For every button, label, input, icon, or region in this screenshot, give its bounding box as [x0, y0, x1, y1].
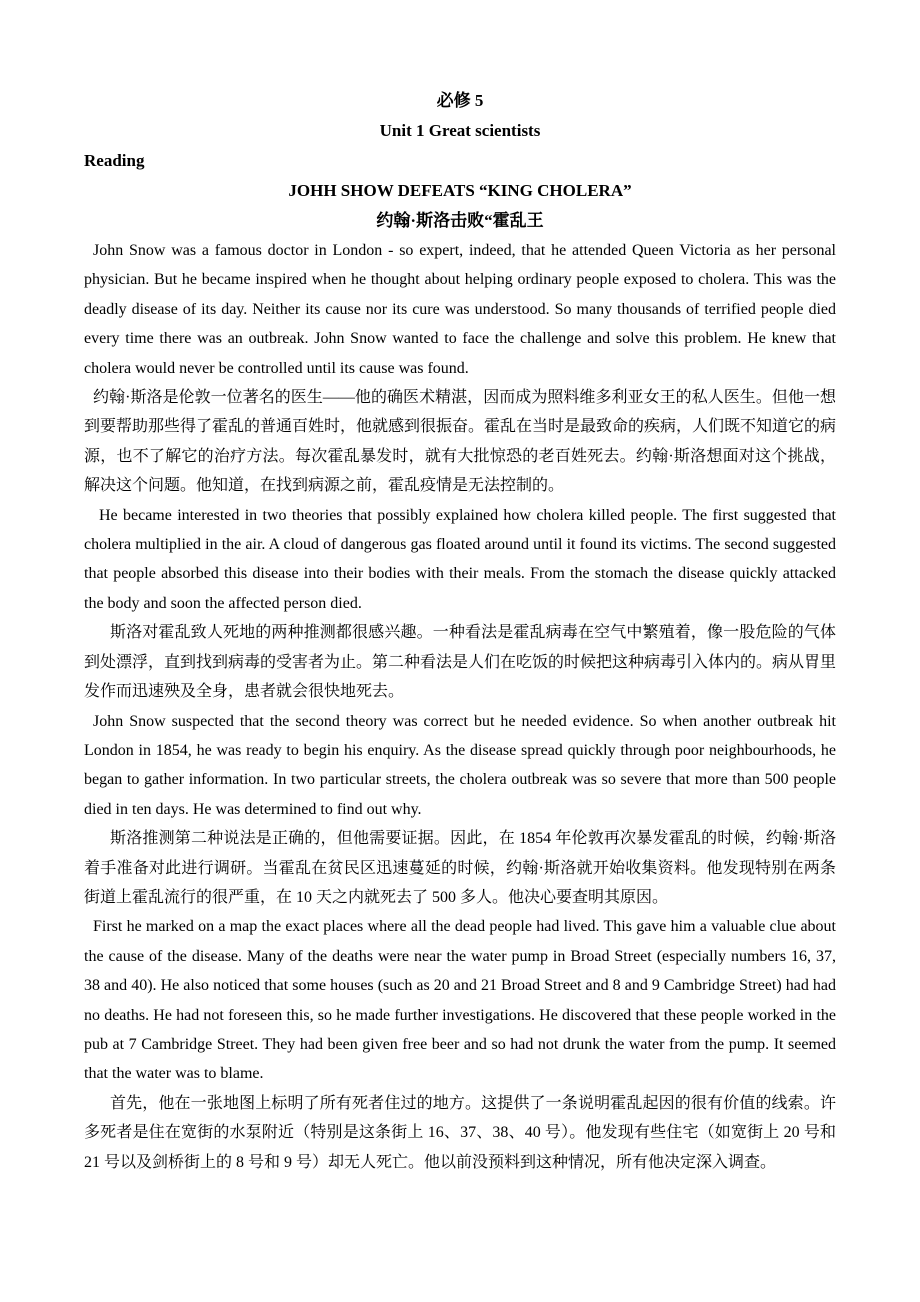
section-label: Reading — [84, 151, 145, 170]
paragraph-en-1: John Snow was a famous doctor in London - so expert, indeed, that he attended Queen Victoria as her personal physician. But he became inspired when he thought about helping ordinary people exposed to cholera. This was the deadly disease of its day. Neither its cause nor its cure was understood. So many thousands of terrified people died every time there was an outbreak. John Snow wanted to face the challenge and solve this problem. He knew that cholera would never be controlled until its cause was found. — [84, 242, 836, 377]
article-title-en: JOHH SHOW DEFEATS “KING CHOLERA” — [288, 181, 632, 200]
paragraph-zh-2: 斯洛对霍乱致人死地的两种推测都很感兴趣。一种看法是霍乱病毒在空气中繁殖着，像一股危险的气体到处漂浮，直到找到病毒的受害者为止。第二种看法是人们在吃饭的时候把这种病毒引入体内的。病从胃里发作而迅速殃及全身，患者就会很快地死去。 — [84, 624, 837, 701]
unit-title: Unit 1 Great scientists — [379, 121, 541, 140]
article-title-zh: 约翰·斯洛击败“霍乱王 — [376, 211, 544, 230]
paragraph-zh-4: 首先，他在一张地图上标明了所有死者住过的地方。这提供了一条说明霍乱起因的很有价值的线索。许多死者是住在宽街的水泵附近（特别是这条街上 16、37、38、40 号）。他发现有些住宅（如宽街上 20 号和 21 号以及剑桥街上的 8 号和 9 号）却无人死亡。他以前没预料到这种情况，所有他决定深入调查。 — [84, 1094, 836, 1171]
paragraph-en-2: He became interested in two theories that possibly explained how cholera killed people. The first suggested that cholera multiplied in the air. A cloud of dangerous gas floated around until it found its victims. The second suggested that people absorbed this disease into their bodies with their meals. From the stomach the disease quickly attacked the body and soon the affected person died. — [84, 506, 836, 612]
paragraph-zh-3: 斯洛推测第二种说法是正确的，但他需要证据。因此，在 1854 年伦敦再次暴发霍乱的时候，约翰·斯洛着手准备对此进行调研。当霍乱在贫民区迅速蔓延的时候，约翰·斯洛就开始收集资料。他发现特别在两条街道上霍乱流行的很严重，在 10 天之内就死去了 500 多人。他决心要查明其原因。 — [84, 830, 836, 906]
paragraph-en-4: First he marked on a map the exact places where all the dead people had lived. This gave him a valuable clue about the cause of the disease. Many of the deaths were near the water pump in Broad Street (especially numbers 16, 37, 38 and 40). He also noticed that some houses (such as 20 and 21 Broad Street and 8 and 9 Cambridge Street) had had no deaths. He had not foreseen this, so he made further investigations. He discovered that these people worked in the pub at 7 Cambridge Street. They had been given free beer and so had not drunk the water from the pump. It seemed that the water was to blame. — [84, 918, 836, 1083]
paragraph-en-3: John Snow suspected that the second theory was correct but he needed evidence. So when another outbreak hit London in 1854, he was ready to begin his enquiry. As the disease spread quickly through poor neighbourhoods, he began to gather information. In two particular streets, the cholera outbreak was so severe that more than 500 people died in ten days. He was determined to find out why. — [84, 712, 836, 818]
course-title: 必修 5 — [436, 91, 484, 110]
paragraph-zh-1: 约翰·斯洛是伦敦一位著名的医生——他的确医术精湛，因而成为照料维多利亚女王的私人医生。但他一想到要帮助那些得了霍乱的普通百姓时，他就感到很振奋。霍乱在当时是最致命的疾病，人们既不知道它的病源，也不了解它的治疗方法。每次霍乱暴发时，就有大批惊恐的老百姓死去。约翰·斯洛想面对这个挑战，解决这个问题。他知道，在找到病源之前，霍乱疫情是无法控制的。 — [84, 389, 837, 495]
